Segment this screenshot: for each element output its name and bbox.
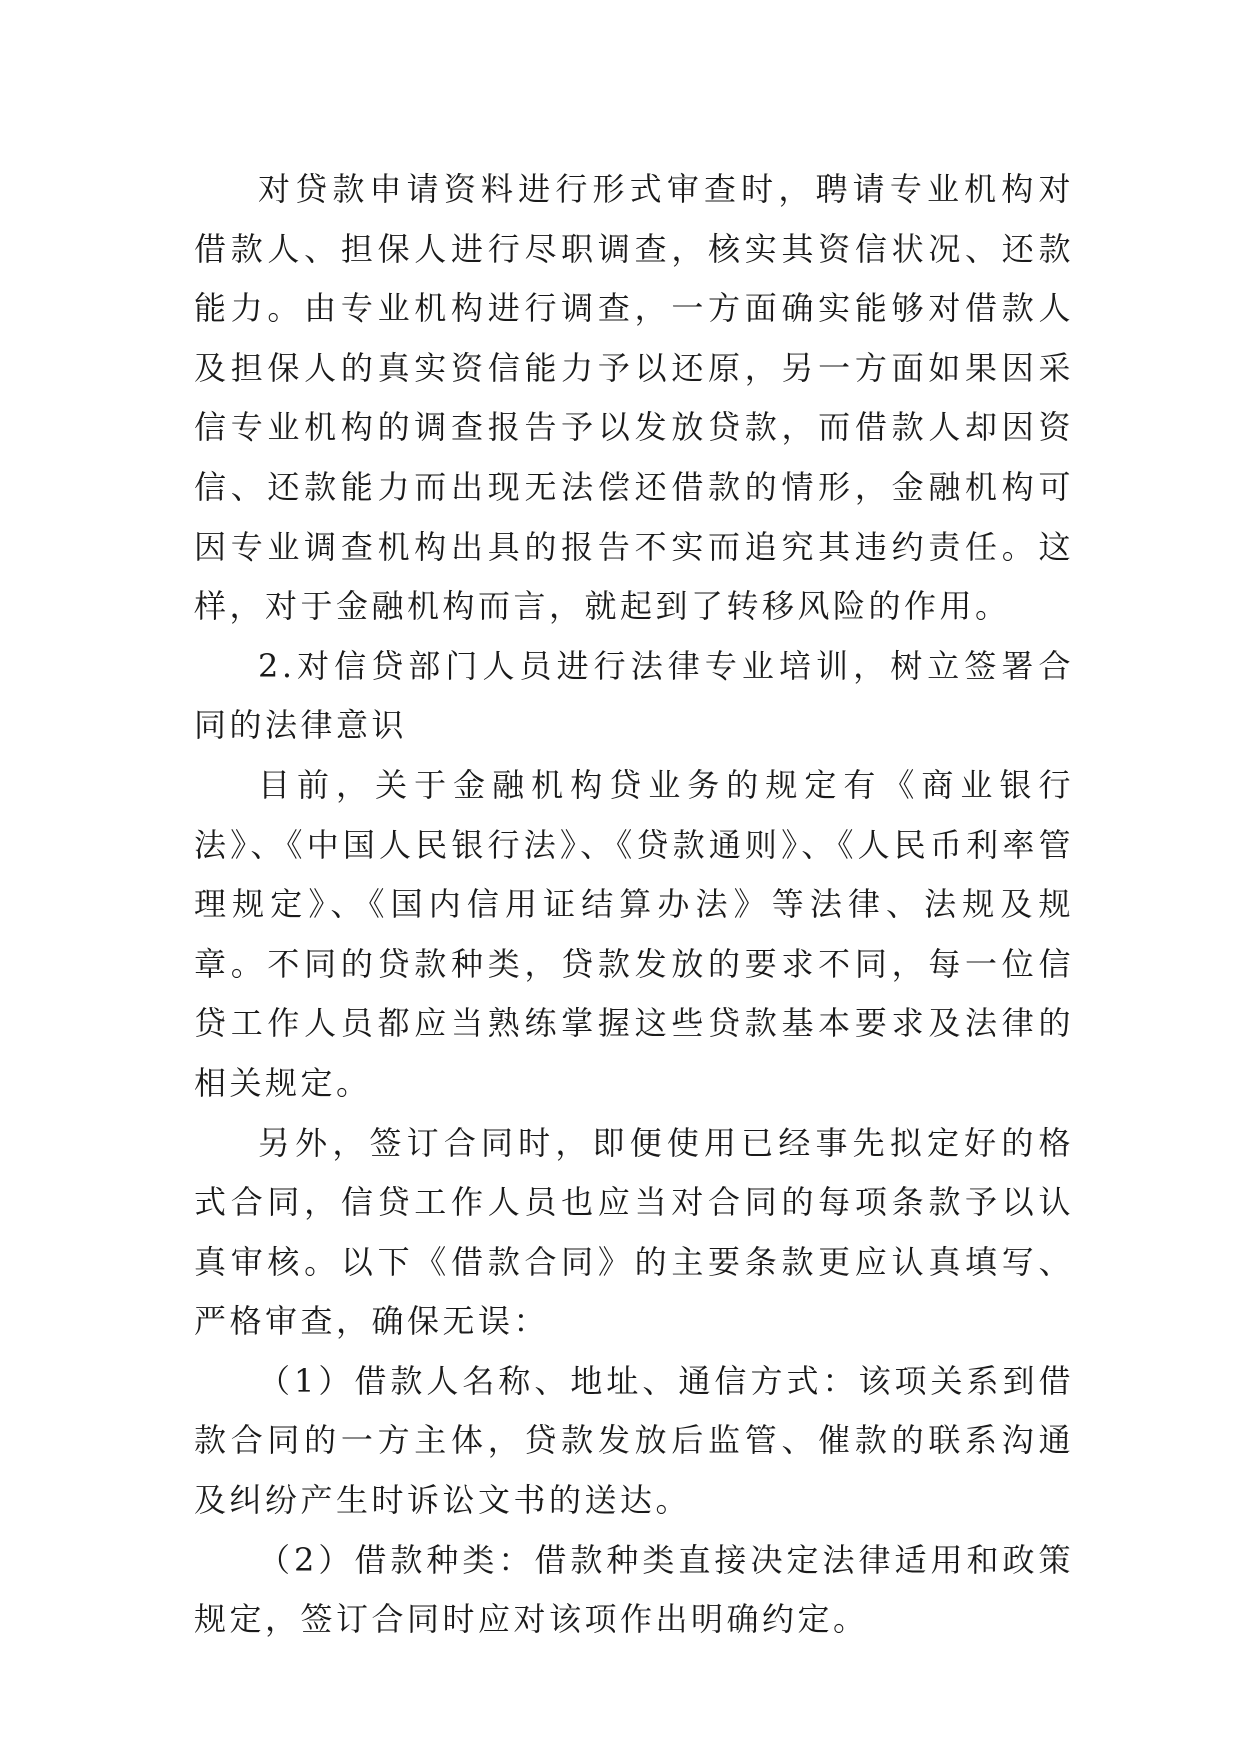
paragraph-due-diligence: 对贷款申请资料进行形式审查时，聘请专业机构对借款人、担保人进行尽职调查，核实其资信状况、还款能力。由专业机构进行调查，一方面确实能够对借款人及担保人的真实资信能力予以还原，另一方面如果因采信专业机构的调查报告予以发放贷款，而借款人却因资信、还款能力而出现无法偿还借款的情形，金融机构可因专业调查机构出具的报告不实而追究其违约责任。这样，对于金融机构而言，就起到了转移风险的作用。 [194, 170, 1074, 626]
paragraph-regulations: 目前，关于金融机构贷业务的规定有《商业银行法》、《中国人民银行法》、《贷款通则》、《人民币利率管理规定》、《国内信用证结算办法》等法律、法规及规章。不同的贷款种类，贷款发放的要求不同，每一位信贷工作人员都应当熟练掌握这些贷款基本要求及法律的相关规定。 [194, 765, 1074, 1102]
paragraph-clause-loan-type: （2）借款种类：借款种类直接决定法律适用和政策规定，签订合同时应对该项作出明确约定。 [194, 1540, 1074, 1639]
paragraph-clause-borrower: （1）借款人名称、地址、通信方式：该项关系到借款合同的一方主体，贷款发放后监管、催款的联系沟通及纠纷产生时诉讼文书的送达。 [194, 1361, 1074, 1520]
paragraph-section-heading-training: 2.对信贷部门人员进行法律专业培训，树立签署合同的法律意识 [194, 646, 1074, 745]
document-body [194, 160, 1074, 1650]
paragraph-contract-review: 另外，签订合同时，即便使用已经事先拟定好的格式合同，信贷工作人员也应当对合同的每项条款予以认真审核。以下《借款合同》的主要条款更应认真填写、严格审查，确保无误： [194, 1123, 1074, 1341]
